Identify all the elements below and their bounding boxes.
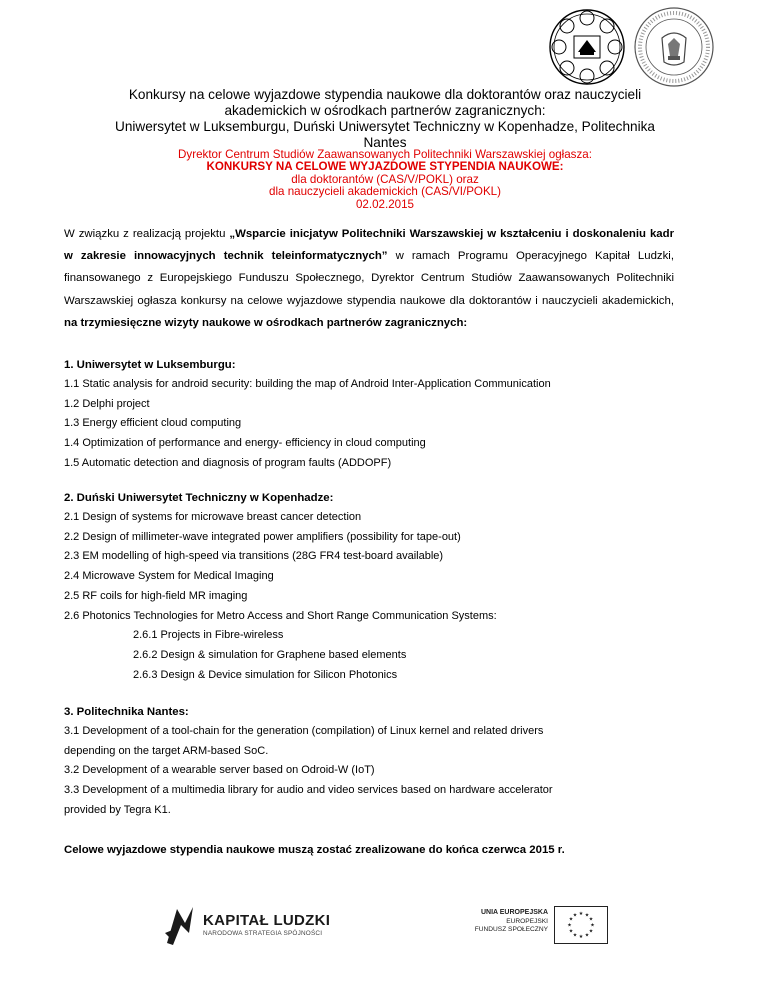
section-nantes [64,702,704,821]
intro-paragraph [64,223,674,334]
pw-seal-logo [632,6,716,88]
header-logos [548,6,768,86]
for-staff-line: dla nauczycieli akademickich (CAS/VI/POKL) [269,185,501,199]
section-heading: 1. Uniwersytet w Luksemburgu: [64,359,236,371]
project-name: „Wsparcie inicjatyw Politechniki Warszawskiej w kształceniu i doskonaleniu kadr w zakresie innowacyjnych technik teleinformatycznych” [64,228,674,263]
svg-text:★: ★ [588,916,594,923]
svg-text:★: ★ [578,934,584,940]
list-item: 2.6 Photonics Technologies for Metro Access and Short Range Communication Systems: [64,609,497,622]
cas-seal-logo [548,8,626,86]
svg-text:★: ★ [572,912,578,919]
list-item: 3.1 Development of a tool-chain for the generation (compilation) of Linux kernel and related drivers [64,725,544,737]
eu-line2: EUROPEJSKI [506,917,548,925]
list-item: 1.4 Optimization of performance and energy- efficiency in cloud computing [64,437,426,450]
list-item: 3.3 Development of a multimedia library for audio and video services based on hardware accelerator [64,784,553,797]
svg-text:★: ★ [584,932,590,939]
svg-text:★: ★ [572,932,578,939]
list-item: 2.5 RF coils for high-field MR imaging [64,589,248,602]
list-item: 3.2 Development of a wearable server based on Odroid-W (IoT) [64,764,375,777]
kapital-ludzki-mark-icon [163,903,197,947]
list-item: depending on the target ARM-based SoC. [64,744,269,757]
announcer-line: Dyrektor Centrum Studiów Zaawansowanych Politechniki Warszawskiej ogłasza: [178,148,592,161]
title-line: akademickich w ośrodkach partnerów zagranicznych: [224,103,546,118]
kapital-ludzki-subtitle: NARODOWA STRATEGIA SPÓJNOŚCI [203,930,323,937]
contest-heading: KONKURSY NA CELOWE WYJAZDOWE STYPENDIA NAUKOWE: [206,160,564,174]
section-luxembourg [64,355,704,474]
svg-text:★: ★ [567,922,572,929]
section-heading: 2. Duński Uniwersytet Techniczny w Kopenhadze: [64,492,334,504]
eu-line3: FUNDUSZ SPOŁECZNY [474,926,548,933]
list-item: 1.3 Energy efficient cloud computing [64,417,242,430]
intro-text-1: W związku z realizacją projektu [64,228,230,240]
section-heading: 3. Politechnika Nantes: [64,706,189,718]
eu-flag-icon [554,906,608,944]
svg-text:★: ★ [578,911,584,917]
sub-list-item: 2.6.1 Projects in Fibre-wireless [133,629,284,642]
sub-list-item: 2.6.3 Design & Device simulation for Silicon Photonics [133,668,398,681]
list-item: 2.1 Design of systems for microwave breast cancer detection [64,511,362,523]
title-line: Konkursy na celowe wyjazdowe stypendia naukowe dla doktorantów oraz nauczycieli [128,87,642,102]
announcement-date: 02.02.2015 [355,197,415,211]
kapital-ludzki-title: KAPITAŁ LUDZKI [203,912,331,929]
list-item: 1.2 Delphi project [64,397,150,410]
title-line: Nantes [363,135,407,150]
svg-text:★: ★ [590,922,595,929]
list-item: 1.5 Automatic detection and diagnosis of program faults (ADDOPF) [64,456,392,469]
eu-logo [460,906,610,946]
title-line: Uniwersytet w Luksemburgu, Duński Uniwersytet Techniczny w Kopenhadze, Politechnika [115,119,655,134]
sub-list-item: 2.6.2 Design & simulation for Graphene based elements [133,648,407,661]
document-title [95,87,675,151]
svg-text:★: ★ [588,928,594,935]
list-item: 2.4 Microwave System for Medical Imaging [64,570,274,583]
eu-line1: UNIA EUROPEJSKA [480,909,548,916]
list-item: 2.3 EM modelling of high-speed via transitions (28G FR4 test-board available) [64,550,444,563]
svg-text:★: ★ [584,912,590,919]
svg-text:★: ★ [568,916,574,923]
svg-text:★: ★ [568,928,574,935]
section-copenhagen [64,488,704,685]
kapital-ludzki-logo [163,903,333,947]
deadline-note: Celowe wyjazdowe stypendia naukowe muszą zostać zrealizowane do końca czerwca 2015 r. [64,844,565,856]
intro-text-3: na trzymiesięczne wizyty naukowe w ośrodkach partnerów zagranicznych: [64,316,468,329]
list-item: 1.1 Static analysis for android security: building the map of Android Inter-Application Communication [64,378,551,390]
eu-text [460,909,548,935]
intro-text-2: w ramach Programu Operacyjnego Kapitał Ludzki, finansowanego z Europejskiego Funduszu Społecznego, Dyrektor Centrum Studiów Zaawansowanych Politechniki Warszawskiej ogłasza konkursy na celowe wyjazdowe stypendia naukowe dla doktorantów i nauczycieli akademickich, [64,250,675,307]
announcement-block [95,149,675,211]
list-item: 2.2 Design of millimeter-wave integrated power amplifiers (possibility for tape-out) [64,530,461,543]
list-item: provided by Tegra K1. [64,803,171,816]
for-phd-line: dla doktorantów (CAS/V/POKL) oraz [291,172,479,186]
